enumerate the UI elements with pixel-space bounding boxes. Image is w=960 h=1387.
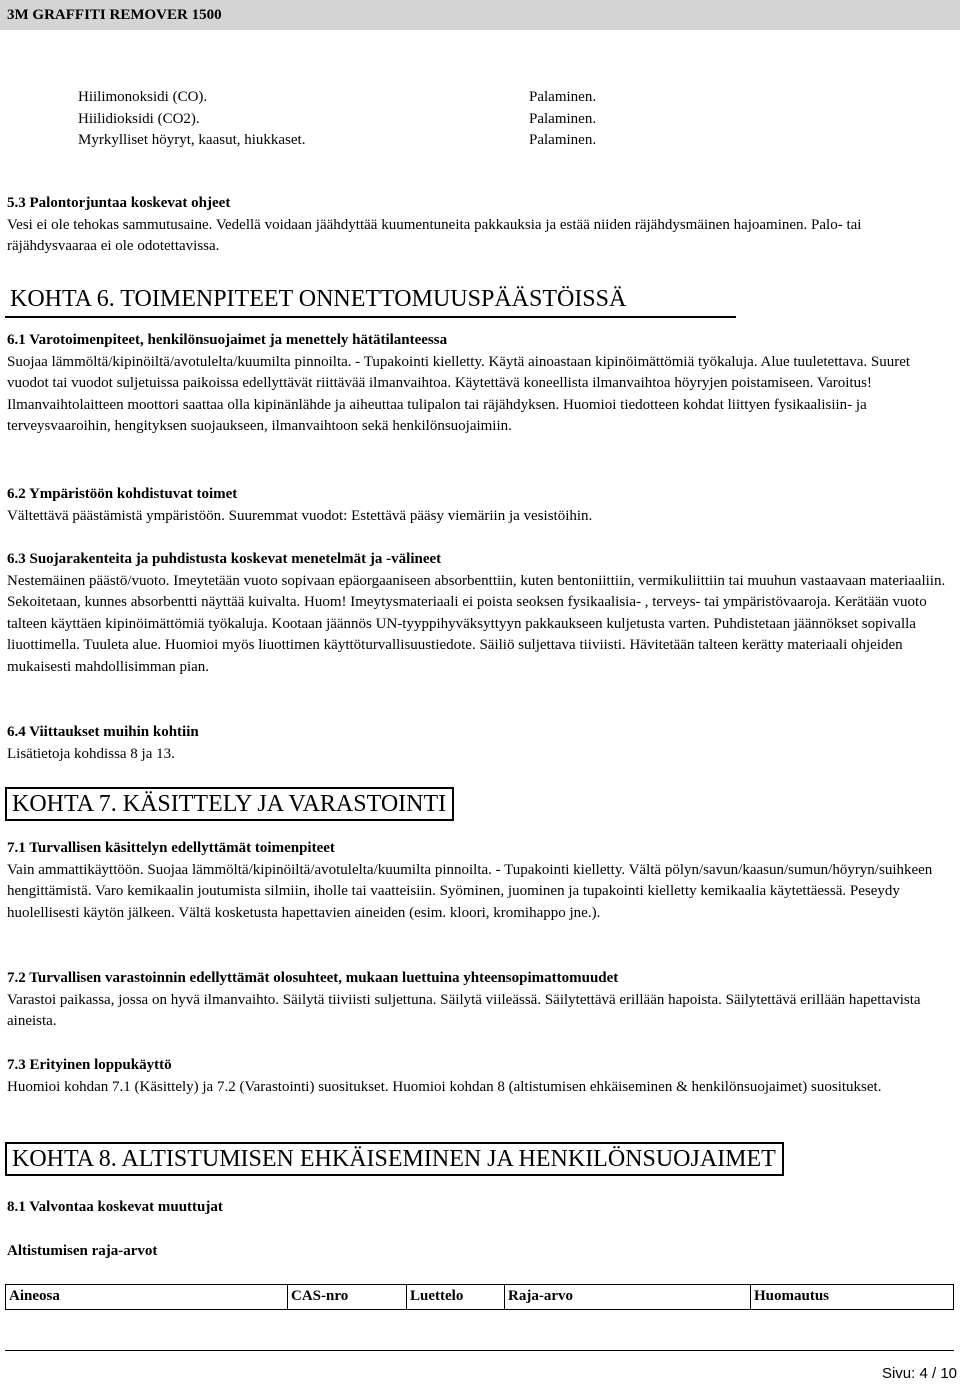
footer-divider [5,1350,954,1351]
subsection-heading: 6.2 Ympäristöön kohdistuvat toimet [7,486,238,502]
subsection-5-3 [7,193,955,258]
subsection-text: Lisätietoja kohdissa 8 ja 13. [7,745,175,762]
column-header: Luettelo [407,1285,505,1310]
subsection-text: Huomioi kohdan 7.1 (Käsittely) ja 7.2 (Varastointi) suositukset. Huomioi kohdan 8 (altistumisen ehkäiseminen & henkilönsuojaimet) suositukset. [7,1078,882,1095]
column-header: Aineosa [6,1285,288,1310]
hazard-condition: Palaminen. [529,110,597,127]
column-header: Raja-arvo [505,1285,751,1310]
hazard-condition: Palaminen. [529,132,597,148]
subsection-heading: 6.4 Viittaukset muihin kohtiin [7,724,199,740]
exposure-limits-heading-block [7,1241,955,1263]
hazard-row [78,109,878,131]
subsection-text: Varastoi paikassa, jossa on hyvä ilmanvaihto. Säilytä tiiviisti suljettuna. Säilytä viileässä. Säilytettävä erillään hapoista. Säilytettävä erillään hapettavista aineista. [7,991,921,1030]
subsection-heading: 7.2 Turvallisen varastoinnin edellyttämät olosuhteet, mukaan luettuina yhteensopimattomuudet [7,970,619,986]
subsection-6-2 [7,484,955,527]
subsection-heading: 6.1 Varotoimenpiteet, henkilönsuojaimet ja menettely hätätilanteessa [7,332,448,348]
page-number: Sivu: 4 / 10 [881,1365,957,1382]
section-6-heading: KOHTA 6. TOIMENPITEET ONNETTOMUUSPÄÄSTÖISSÄ [5,284,632,314]
subsection-7-3 [7,1055,955,1098]
subsection-8-1 [7,1197,955,1219]
section-6-underline [5,316,736,318]
column-header: Huomautus [751,1285,954,1310]
product-title: 3M GRAFFITI REMOVER 1500 [7,7,222,23]
subsection-text: Vesi ei ole tehokas sammutusaine. Vedellä voidaan jäähdyttää kuumentuneita pakkauksia ja estää niiden räjähdysmäinen hajoaminen. Palo- tai räjähdysvaaraa ei ole odotettavissa. [7,216,862,255]
hazard-product: Hiilidioksidi (CO2). [78,110,200,127]
subsection-7-2 [7,968,955,1033]
subsection-heading: 7.1 Turvallisen käsittelyn edellyttämät toimenpiteet [7,840,335,856]
subsection-heading: 8.1 Valvontaa koskevat muuttujat [7,1199,223,1215]
hazard-product: Myrkylliset höyryt, kaasut, hiukkaset. [78,132,306,148]
hazard-product: Hiilimonoksidi (CO). [78,89,208,105]
exposure-limits-table [5,1284,954,1310]
subsection-text: Vältettävä päästämistä ympäristöön. Suuremmat vuodot: Estettävä pääsy viemäriin ja vesistöihin. [7,507,593,524]
document-header [0,0,960,30]
subsection-text: Nestemäinen päästö/vuoto. Imeytetään vuoto sopivaan epäorgaaniseen absorbenttiin, kuten bentoniittiin, vermikuliittiin tai muuhun vastaavaan materiaaliin. Sekoitetaan, kunnes absorbentti näyttää kuivalta. Huom! Imeytysmateriaali ei poista seoksen fysikaalisia- , terveys- tai ympäristövaaroja. Kerätään vuoto talteen käyttäen kipinöimättömiä työkaluja. Kootaan jäännös UN-tyyppihyväksyttyyn pakkaukseen kuljetusta varten. Puhdistetaan jäännökset sopivalla liuottimella. Tuuleta alue. Huomioi myös liuottimen käyttöturvallisuustiedote. Säiliö suljettava tiiviisti. Hävitetään talteen kerätty materiaali ohjeiden mukaisesti mahdollisimman pian. [7,572,946,675]
section-7-heading: KOHTA 7. KÄSITTELY JA VARASTOINTI [5,787,454,821]
hazard-row [78,87,878,109]
subsection-7-1 [7,838,955,924]
subsection-heading: 7.3 Erityinen loppukäyttö [7,1057,172,1073]
table-header-row [6,1285,954,1310]
subsection-heading: 5.3 Palontorjuntaa koskevat ohjeet [7,195,231,211]
exposure-limits-heading: Altistumisen raja-arvot [7,1243,158,1259]
hazard-condition: Palaminen. [529,89,597,105]
subsection-6-1 [7,330,955,438]
column-header: CAS-nro [288,1285,407,1310]
subsection-6-3 [7,549,955,679]
hazard-row [78,130,878,152]
section-8-heading: KOHTA 8. ALTISTUMISEN EHKÄISEMINEN JA HENKILÖNSUOJAIMET [5,1142,784,1176]
subsection-text: Suojaa lämmöltä/kipinöiltä/avotulelta/kuumilta pinnoilta. - Tupakointi kielletty. Käytä ainoastaan kipinöimättömiä työkaluja. Alue tuuletettava. Suuret vuodot tai vuodot suljetuissa paikoissa edellyttävät riittävää ilmanvaihtoa. Käytettävä koneellista ilmanvaihtoa höyryjen poistamiseen. Varoitus! Ilmanvaihtolaitteen moottori saattaa olla kipinänlähde ja aiheuttaa tulipalon tai räjähdyksen. Huomioi tiedotteen kohdat liittyen fysikaalisiin- ja terveysvaaroihin, hengityksen suojaukseen, ilmanvaihtoon sekä henkilönsuojaimiin. [7,353,911,435]
hazard-products-list [78,87,878,152]
subsection-text: Vain ammattikäyttöön. Suojaa lämmöltä/kipinöiltä/avotulelta/kuumilta pinnoilta. - Tupakointi kielletty. Vältä pölyn/savun/kaasun/sumun/höyryn/suihkeen hengittämistä. Varo kemikaalin joutumista silmiin, iholle tai vaatteisiin. Syöminen, juominen ja tupakointi kielletty kemikaalia käytettäessä. Peseydy huolellisesti käytön jälkeen. Vältä kosketusta hapettavien aineiden (esim. kloori, kromihappo jne.). [7,861,933,921]
subsection-6-4 [7,722,955,765]
subsection-heading: 6.3 Suojarakenteita ja puhdistusta koskevat menetelmät ja -välineet [7,551,442,567]
